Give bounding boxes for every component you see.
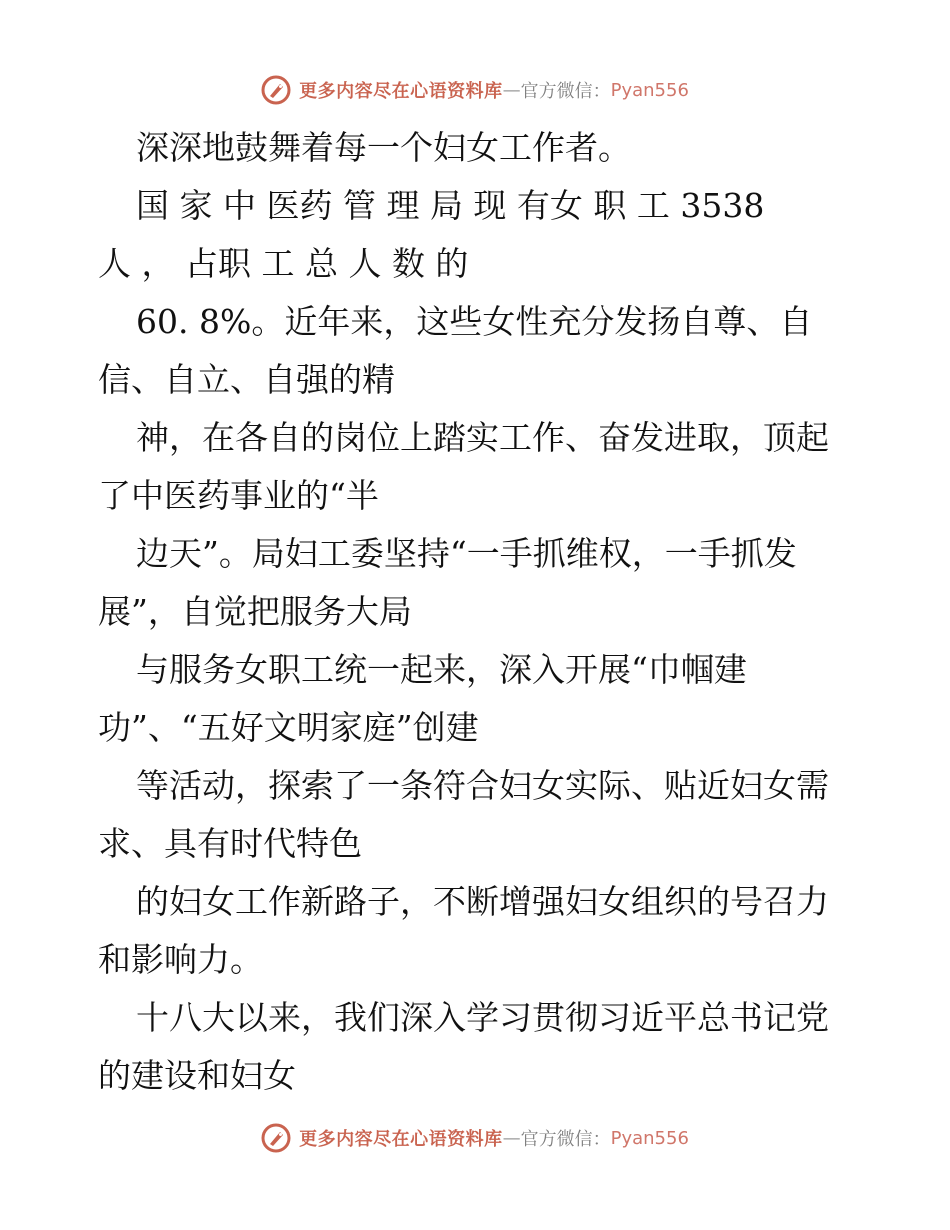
body-line: 边天”。局妇工委坚持“一手抓维权，一手抓发 bbox=[136, 534, 797, 573]
footer-banner bbox=[0, 1118, 950, 1158]
header-wechat-id: Pyan556 bbox=[610, 79, 689, 101]
body-line: 等活动，探索了一条符合妇女实际、贴近妇女需 bbox=[136, 766, 829, 805]
footer-wechat-id: Pyan556 bbox=[610, 1127, 689, 1149]
header-wechat-label: 官方微信： bbox=[520, 81, 611, 102]
header-banner bbox=[0, 70, 950, 110]
body-line: 十八大以来，我们深入学习贯彻习近平总书记党 bbox=[136, 998, 829, 1037]
body-line: 深深地鼓舞着每一个妇女工作者。 bbox=[136, 128, 631, 167]
body-line: 人 ， 占职 工 总 人 数 的 bbox=[98, 244, 469, 283]
pen-nib-circle-icon bbox=[261, 1123, 291, 1153]
body-line: 信、自立、自强的精 bbox=[98, 360, 395, 399]
body-line: 与服务女职工统一起来，深入开展“巾帼建 bbox=[136, 650, 747, 689]
body-line: 国 家 中 医药 管 理 局 现 有女 职 工 3538 bbox=[136, 186, 765, 225]
body-line: 60. 8%。近年来，这些女性充分发扬自尊、自 bbox=[136, 302, 813, 341]
body-line: 的妇女工作新路子，不断增强妇女组织的号召力 bbox=[136, 882, 829, 921]
footer-wechat-label: 官方微信： bbox=[520, 1129, 611, 1150]
body-line: 和影响力。 bbox=[98, 940, 263, 979]
header-site-text: 更多内容尽在心语资料库 bbox=[299, 81, 503, 102]
body-line: 功”、“五好文明家庭”创建 bbox=[98, 708, 479, 747]
body-line: 的建设和妇女 bbox=[98, 1056, 296, 1095]
header-separator: — bbox=[502, 79, 521, 101]
footer-site-text: 更多内容尽在心语资料库 bbox=[299, 1129, 503, 1150]
body-line: 展”，自觉把服务大局 bbox=[98, 592, 412, 631]
footer-separator: — bbox=[502, 1127, 521, 1149]
body-line: 神，在各自的岗位上踏实工作、奋发进取，顶起 bbox=[136, 418, 829, 457]
pen-nib-circle-icon bbox=[261, 75, 291, 105]
body-line: 了中医药事业的“半 bbox=[98, 476, 379, 515]
body-line: 求、具有时代特色 bbox=[98, 824, 362, 863]
